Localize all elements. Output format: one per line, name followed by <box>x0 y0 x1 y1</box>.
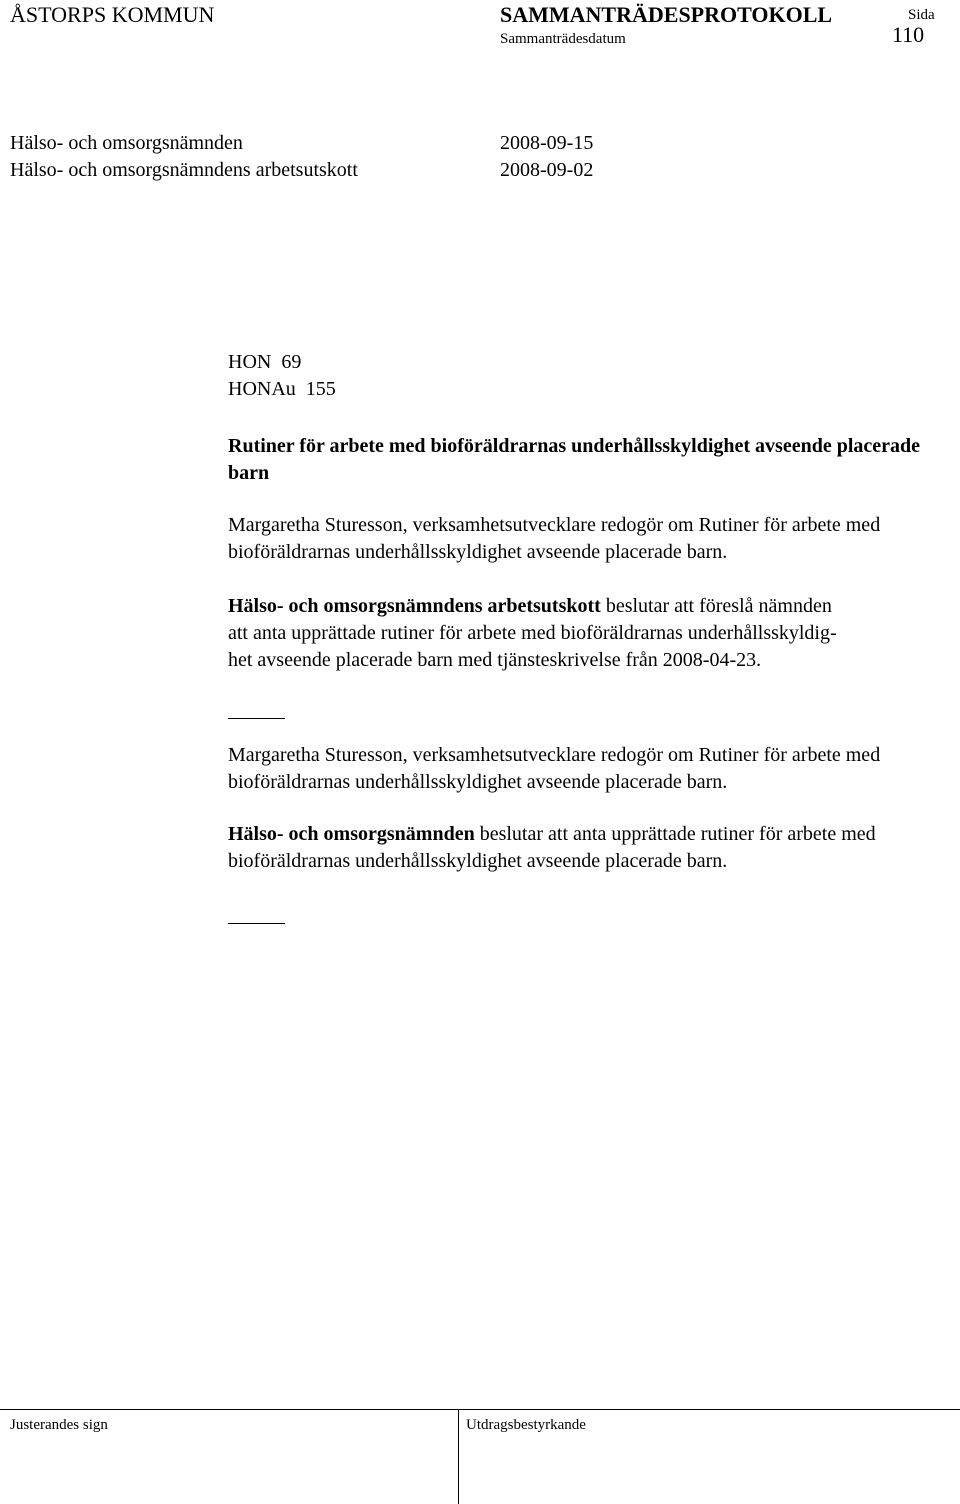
section-divider <box>228 718 285 719</box>
body-name: Hälso- och omsorgsnämnden <box>10 132 243 154</box>
page-label: Sida <box>908 7 935 23</box>
reference-code: HONAu <box>228 378 296 400</box>
au-decision-text: att anta upprättade rutiner för arbete med bioföräldrarnas underhållsskyldig- <box>228 622 837 644</box>
au-report-paragraph: Margaretha Sturesson, verksamhetsutvecklare redogör om Rutiner för arbete med bioföräldrarnas underhållsskyldighet avseende placerade barn. <box>228 514 881 563</box>
hon-decision-subject: Hälso- och omsorgsnämnden <box>228 823 475 845</box>
footer-divider <box>458 1410 459 1504</box>
hon-decision-text: beslutar att anta upprättade rutiner för arbete med bioföräldrarnas underhållsskyldighet avseende placerade barn. <box>228 823 876 872</box>
body-name: Hälso- och omsorgsnämndens arbetsutskott <box>10 159 358 181</box>
au-decision-subject: Hälso- och omsorgsnämndens arbetsutskott <box>228 595 601 617</box>
meeting-date-label: Sammanträdesdatum <box>500 31 626 47</box>
organization-name: ÅSTORPS KOMMUN <box>10 2 215 27</box>
reference-hon <box>228 349 943 376</box>
extract-certification-label: Utdragsbestyrkande <box>466 1417 586 1433</box>
reference-honau <box>228 376 943 403</box>
reference-code: HON <box>228 351 272 373</box>
minutes-content <box>228 349 943 924</box>
reference-number: 155 <box>305 378 336 400</box>
page-number: 110 <box>892 22 925 47</box>
document-type: SAMMANTRÄDESPROTOKOLL <box>500 2 833 27</box>
item-title: Rutiner för arbete med bioföräldrarnas underhållsskyldighet avseende placerade barn <box>228 435 921 484</box>
au-decision-paragraph <box>228 593 943 674</box>
au-decision-text: beslutar att föreslå nämnden <box>600 595 832 617</box>
au-decision-text: het avseende placerade barn med tjänsteskrivelse från 2008-04-23. <box>228 649 762 671</box>
body-date: 2008-09-15 <box>500 132 594 154</box>
adjuster-signature-label: Justerandes sign <box>10 1417 108 1433</box>
reference-number: 69 <box>281 351 302 373</box>
signature-footer <box>0 1409 960 1504</box>
body-date: 2008-09-02 <box>500 159 594 181</box>
hon-report-paragraph: Margaretha Sturesson, verksamhetsutvecklare redogör om Rutiner för arbete med bioföräldrarnas underhållsskyldighet avseende placerade barn. <box>228 744 881 793</box>
hon-decision-paragraph <box>228 821 943 875</box>
section-divider <box>228 923 285 924</box>
